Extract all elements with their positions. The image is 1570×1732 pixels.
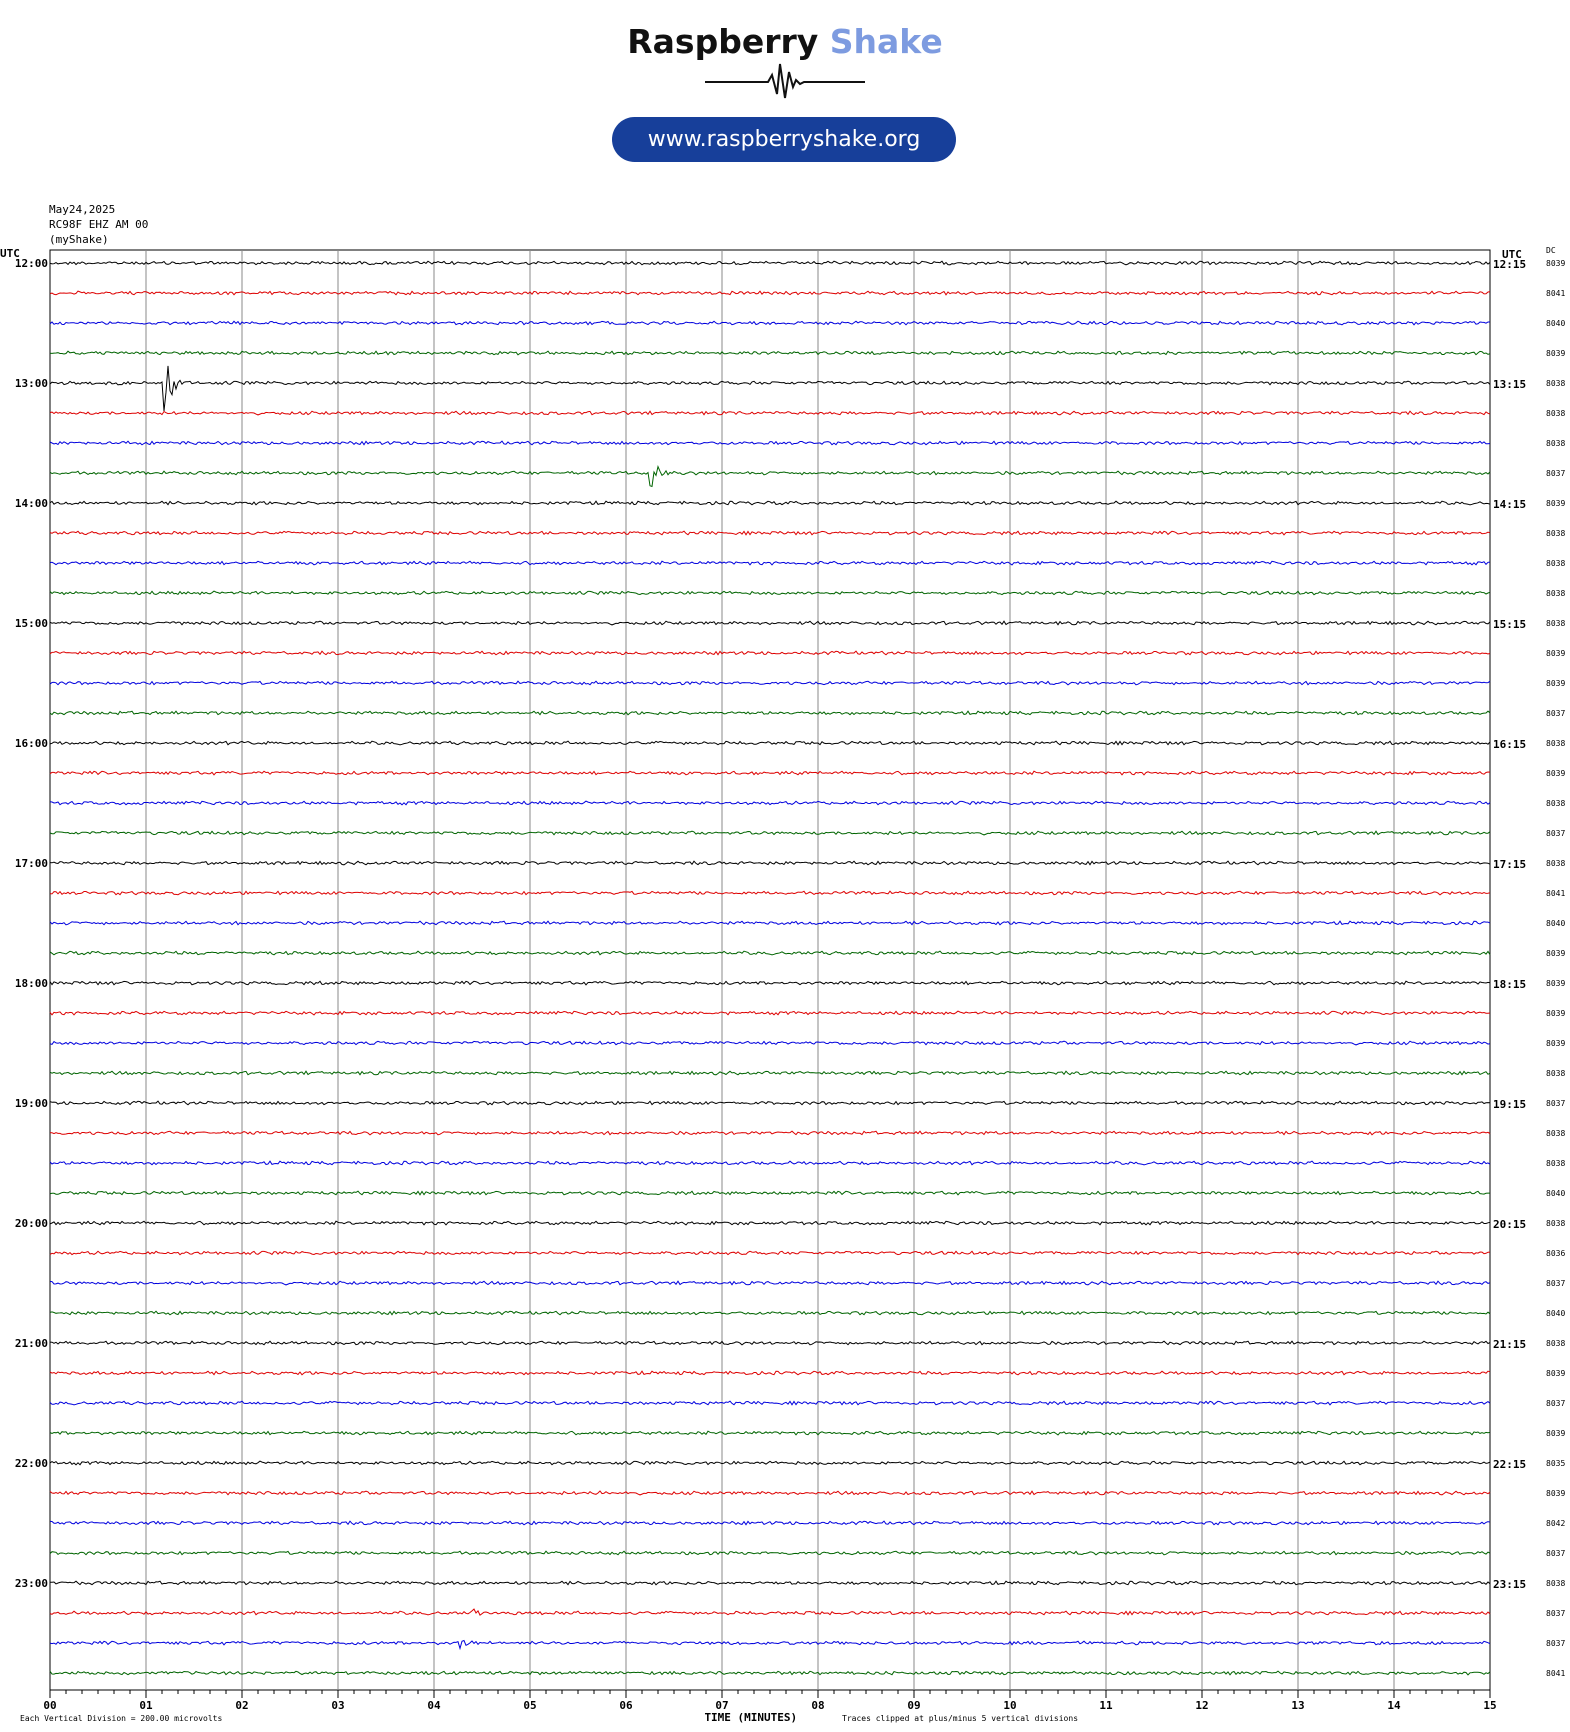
dc-offset-label: 8038	[1546, 619, 1566, 628]
trace-line	[50, 411, 1490, 415]
dc-offset-label: 8040	[1546, 1309, 1566, 1318]
dc-offset-label: 8038	[1546, 799, 1566, 808]
trace-line	[50, 1671, 1490, 1675]
dc-offset-label: 8037	[1546, 1399, 1566, 1408]
trace-line	[50, 1491, 1490, 1495]
dc-offset-label: 8038	[1546, 1129, 1566, 1138]
x-tick-label: 10	[1003, 1699, 1017, 1712]
trace-line	[50, 1311, 1490, 1315]
dc-offset-label: 8039	[1546, 1369, 1566, 1378]
right-hour-label: 19:15	[1493, 1098, 1527, 1111]
x-tick-label: 04	[427, 1699, 441, 1712]
right-hour-label: 20:15	[1493, 1218, 1527, 1231]
trace-line	[50, 1341, 1490, 1345]
vertical-division-note: Each Vertical Division = 200.00 microvolts	[20, 1714, 223, 1723]
dc-offset-label: 8038	[1546, 529, 1566, 538]
right-hour-label: 18:15	[1493, 978, 1527, 991]
dc-offset-label: 8038	[1546, 739, 1566, 748]
dc-offset-label: 8038	[1546, 439, 1566, 448]
x-tick-label: 02	[235, 1699, 249, 1712]
trace-line	[50, 366, 1490, 411]
trace-line	[50, 1251, 1490, 1255]
left-hour-label: 15:00	[14, 617, 48, 630]
trace-line	[50, 1371, 1490, 1375]
dc-offset-label: 8039	[1546, 499, 1566, 508]
dc-offset-label: 8040	[1546, 919, 1566, 928]
right-axis-title: UTC	[1502, 248, 1522, 261]
trace-line	[50, 741, 1490, 745]
trace-line	[50, 921, 1490, 925]
dc-offset-label: 8038	[1546, 1579, 1566, 1588]
x-tick-label: 03	[331, 1699, 345, 1712]
trace-line	[50, 1461, 1490, 1465]
trace-line	[50, 441, 1490, 445]
dc-offset-label: 8041	[1546, 1669, 1566, 1678]
recording-date: May24,2025	[49, 203, 116, 216]
left-hour-label: 12:00	[14, 257, 48, 270]
trace-line	[50, 1431, 1490, 1435]
left-hour-label: 16:00	[14, 737, 48, 750]
dc-offset-label: 8039	[1546, 1429, 1566, 1438]
trace-line	[50, 591, 1490, 595]
dc-offset-label: 8039	[1546, 979, 1566, 988]
trace-line	[50, 891, 1490, 895]
dc-column-title: DC	[1546, 246, 1556, 255]
trace-line	[50, 501, 1490, 505]
dc-offset-label: 8041	[1546, 889, 1566, 898]
trace-line	[50, 1641, 1490, 1649]
trace-line	[50, 1281, 1490, 1285]
brand-name-part2: Shake	[829, 22, 943, 61]
left-axis-title: UTC	[0, 247, 20, 260]
dc-offset-label: 8038	[1546, 379, 1566, 388]
dc-offset-label: 8041	[1546, 289, 1566, 298]
left-hour-label: 13:00	[14, 377, 48, 390]
trace-line	[50, 1221, 1490, 1225]
dc-offset-label: 8037	[1546, 1279, 1566, 1288]
dc-offset-label: 8037	[1546, 1639, 1566, 1648]
x-tick-label: 15	[1483, 1699, 1497, 1712]
x-tick-label: 05	[523, 1699, 537, 1712]
dc-offset-label: 8038	[1546, 1339, 1566, 1348]
x-tick-label: 09	[907, 1699, 921, 1712]
dc-offset-label: 8039	[1546, 679, 1566, 688]
x-tick-label: 14	[1387, 1699, 1401, 1712]
trace-line	[50, 1551, 1490, 1555]
trace-line	[50, 681, 1490, 685]
trace-line	[50, 1131, 1490, 1135]
brand-name-part1: Raspberry	[627, 22, 819, 61]
x-tick-label: 12	[1195, 1699, 1209, 1712]
dc-offset-label: 8039	[1546, 949, 1566, 958]
trace-line	[50, 621, 1490, 625]
trace-line	[50, 651, 1490, 655]
x-axis-label: TIME (MINUTES)	[704, 1711, 798, 1724]
station-channel: RC98F EHZ AM 00	[49, 218, 149, 231]
clipping-note: Traces clipped at plus/minus 5 vertical divisions	[842, 1714, 1079, 1723]
trace-line	[50, 831, 1490, 835]
right-hour-label: 21:15	[1493, 1338, 1527, 1351]
left-hour-label: 21:00	[14, 1337, 48, 1350]
trace-line	[50, 1011, 1490, 1015]
trace-line	[50, 801, 1490, 805]
trace-line	[50, 981, 1490, 985]
left-hour-label: 23:00	[14, 1577, 48, 1590]
trace-line	[50, 771, 1490, 775]
dc-offset-label: 8039	[1546, 259, 1566, 268]
trace-line	[50, 321, 1490, 325]
right-hour-label: 16:15	[1493, 738, 1527, 751]
x-tick-label: 08	[811, 1699, 825, 1712]
left-hour-label: 14:00	[14, 497, 48, 510]
dc-offset-label: 8040	[1546, 1189, 1566, 1198]
right-hour-label: 17:15	[1493, 858, 1527, 871]
dc-offset-label: 8038	[1546, 559, 1566, 568]
dc-offset-label: 8039	[1546, 1009, 1566, 1018]
left-hour-label: 17:00	[14, 857, 48, 870]
trace-line	[50, 531, 1490, 535]
trace-line	[50, 951, 1490, 955]
dc-offset-label: 8039	[1546, 1039, 1566, 1048]
x-tick-label: 00	[43, 1699, 57, 1712]
dc-offset-label: 8042	[1546, 1519, 1566, 1528]
right-hour-label: 13:15	[1493, 378, 1527, 391]
trace-line	[50, 291, 1490, 295]
dc-offset-label: 8038	[1546, 1069, 1566, 1078]
x-tick-label: 11	[1099, 1699, 1113, 1712]
trace-line	[50, 1191, 1490, 1195]
dc-offset-label: 8038	[1546, 409, 1566, 418]
x-tick-label: 13	[1291, 1699, 1305, 1712]
right-hour-label: 14:15	[1493, 498, 1527, 511]
trace-line	[50, 351, 1490, 355]
dc-offset-label: 8038	[1546, 859, 1566, 868]
trace-line	[50, 861, 1490, 865]
plot-frame	[50, 250, 1490, 1690]
dc-offset-label: 8038	[1546, 1219, 1566, 1228]
trace-line	[50, 1041, 1490, 1045]
trace-line	[50, 711, 1490, 715]
trace-line	[50, 1581, 1490, 1585]
dc-offset-label: 8039	[1546, 1489, 1566, 1498]
left-hour-label: 22:00	[14, 1457, 48, 1470]
dc-offset-label: 8039	[1546, 769, 1566, 778]
dc-offset-label: 8038	[1546, 589, 1566, 598]
trace-line	[50, 1071, 1490, 1075]
trace-line	[50, 561, 1490, 565]
dc-offset-label: 8037	[1546, 1099, 1566, 1108]
dc-offset-label: 8035	[1546, 1459, 1566, 1468]
trace-line	[50, 1161, 1490, 1165]
right-hour-label: 12:15	[1493, 258, 1527, 271]
left-hour-label: 20:00	[14, 1217, 48, 1230]
dc-offset-label: 8039	[1546, 349, 1566, 358]
dc-offset-label: 8037	[1546, 709, 1566, 718]
dc-offset-label: 8040	[1546, 319, 1566, 328]
trace-line	[50, 1101, 1490, 1105]
dc-offset-label: 8039	[1546, 649, 1566, 658]
x-tick-label: 07	[715, 1699, 729, 1712]
dc-offset-label: 8036	[1546, 1249, 1566, 1258]
dc-offset-label: 8037	[1546, 469, 1566, 478]
dc-offset-label: 8037	[1546, 829, 1566, 838]
trace-line	[50, 1401, 1490, 1405]
right-hour-label: 22:15	[1493, 1458, 1527, 1471]
trace-line	[50, 467, 1490, 487]
left-hour-label: 18:00	[14, 977, 48, 990]
trace-line	[50, 1609, 1490, 1615]
dc-offset-label: 8038	[1546, 1159, 1566, 1168]
right-hour-label: 15:15	[1493, 618, 1527, 631]
website-url-link[interactable]: www.raspberryshake.org	[612, 117, 956, 162]
x-tick-label: 06	[619, 1699, 633, 1712]
trace-line	[50, 1521, 1490, 1525]
x-tick-label: 01	[139, 1699, 153, 1712]
left-hour-label: 19:00	[14, 1097, 48, 1110]
right-hour-label: 23:15	[1493, 1578, 1527, 1591]
dc-offset-label: 8037	[1546, 1549, 1566, 1558]
dc-offset-label: 8037	[1546, 1609, 1566, 1618]
trace-line	[50, 261, 1490, 265]
station-owner: (myShake)	[49, 233, 109, 246]
